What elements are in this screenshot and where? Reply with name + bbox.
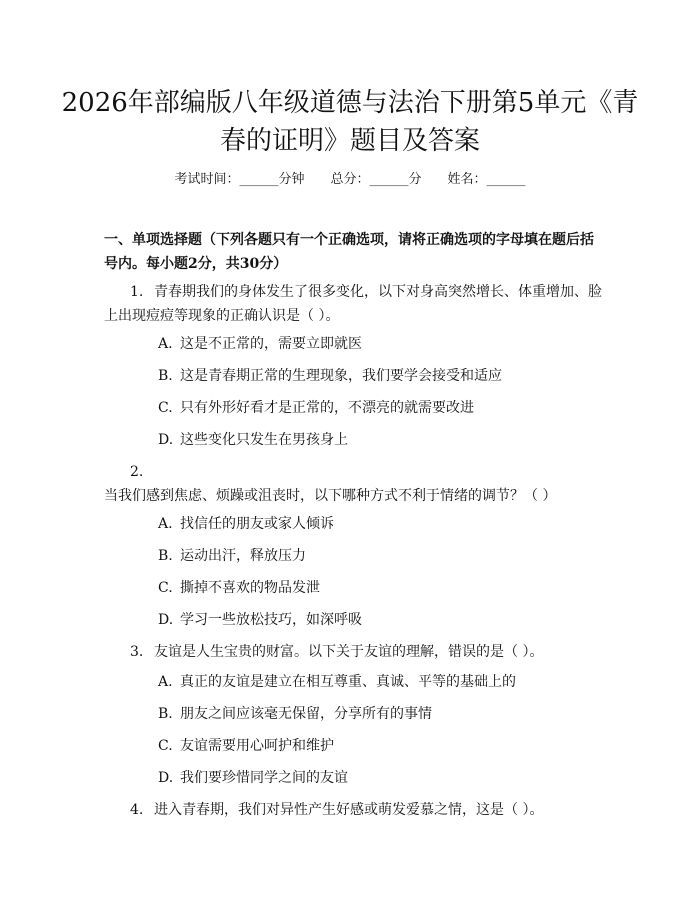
exam-time-label: 考试时间：______分钟	[174, 172, 305, 187]
option-letter: A.	[158, 516, 173, 532]
question-text: 进入青春期，我们对异性产生好感或萌发爱慕之情，这是（ ）。	[154, 802, 544, 818]
question-3-option-d	[158, 768, 598, 788]
question-number: 1.	[130, 284, 144, 300]
question-4	[104, 798, 604, 822]
question-text: 青春期我们的身体发生了很多变化，以下对身高突然增长、体重增加、脸上出现痘痘等现象的正确认识是（ ）。	[104, 284, 602, 324]
question-3-option-c	[158, 736, 598, 756]
question-2-option-c	[158, 578, 598, 598]
question-2	[104, 460, 604, 508]
question-1	[104, 280, 604, 328]
option-letter: C.	[158, 738, 173, 754]
question-3-option-a	[158, 672, 598, 692]
student-name-label: 姓名：______	[447, 172, 526, 187]
question-number: 2.	[130, 464, 144, 480]
option-letter: D.	[158, 432, 174, 448]
option-letter: D.	[158, 612, 174, 628]
option-text: 撕掉不喜欢的物品发泄	[180, 580, 320, 596]
option-text: 运动出汗，释放压力	[180, 548, 306, 564]
question-1-option-a	[158, 334, 598, 354]
option-text: 朋友之间应该毫无保留，分享所有的事情	[180, 706, 432, 722]
option-letter: A.	[158, 336, 173, 352]
question-1-option-d	[158, 430, 598, 450]
question-number: 3.	[130, 644, 144, 660]
option-text: 找信任的朋友或家人倾诉	[180, 516, 334, 532]
exam-meta	[0, 168, 700, 187]
option-letter: C.	[158, 400, 173, 416]
question-2-option-d	[158, 610, 598, 630]
question-2-option-b	[158, 546, 598, 566]
question-2-option-a	[158, 514, 598, 534]
option-letter: B.	[158, 548, 173, 564]
option-text: 这是青春期正常的生理现象，我们要学会接受和适应	[180, 368, 502, 384]
question-3	[104, 640, 604, 664]
question-text: 当我们感到焦虑、烦躁或沮丧时，以下哪种方式不利于情绪的调节？（ ）	[104, 488, 557, 504]
total-score-label: 总分：______分	[330, 172, 422, 187]
option-text: 这是不正常的，需要立即就医	[180, 336, 362, 352]
option-letter: A.	[158, 674, 173, 690]
document-title: 2026年部编版八年级道德与法治下册第5单元《青春的证明》题目及答案	[61, 88, 639, 156]
section-heading: 一、单项选择题（下列各题只有一个正确选项，请将正确选项的字母填在题后括号内。每小题2分，共30分）	[104, 232, 594, 272]
question-1-option-c	[158, 398, 598, 418]
option-text: 友谊需要用心呵护和维护	[180, 738, 334, 754]
option-text: 这些变化只发生在男孩身上	[180, 432, 348, 448]
option-text: 我们要珍惜同学之间的友谊	[180, 770, 348, 786]
option-text: 学习一些放松技巧，如深呼吸	[180, 612, 362, 628]
option-letter: B.	[158, 706, 173, 722]
option-text: 只有外形好看才是正常的，不漂亮的就需要改进	[180, 400, 474, 416]
option-letter: C.	[158, 580, 173, 596]
question-3-option-b	[158, 704, 598, 724]
question-text: 友谊是人生宝贵的财富。以下关于友谊的理解，错误的是（ ）。	[154, 644, 544, 660]
option-letter: B.	[158, 368, 173, 384]
question-number: 4.	[130, 802, 144, 818]
option-letter: D.	[158, 770, 174, 786]
option-text: 真正的友谊是建立在相互尊重、真诚、平等的基础上的	[180, 674, 516, 690]
question-1-option-b	[158, 366, 598, 386]
